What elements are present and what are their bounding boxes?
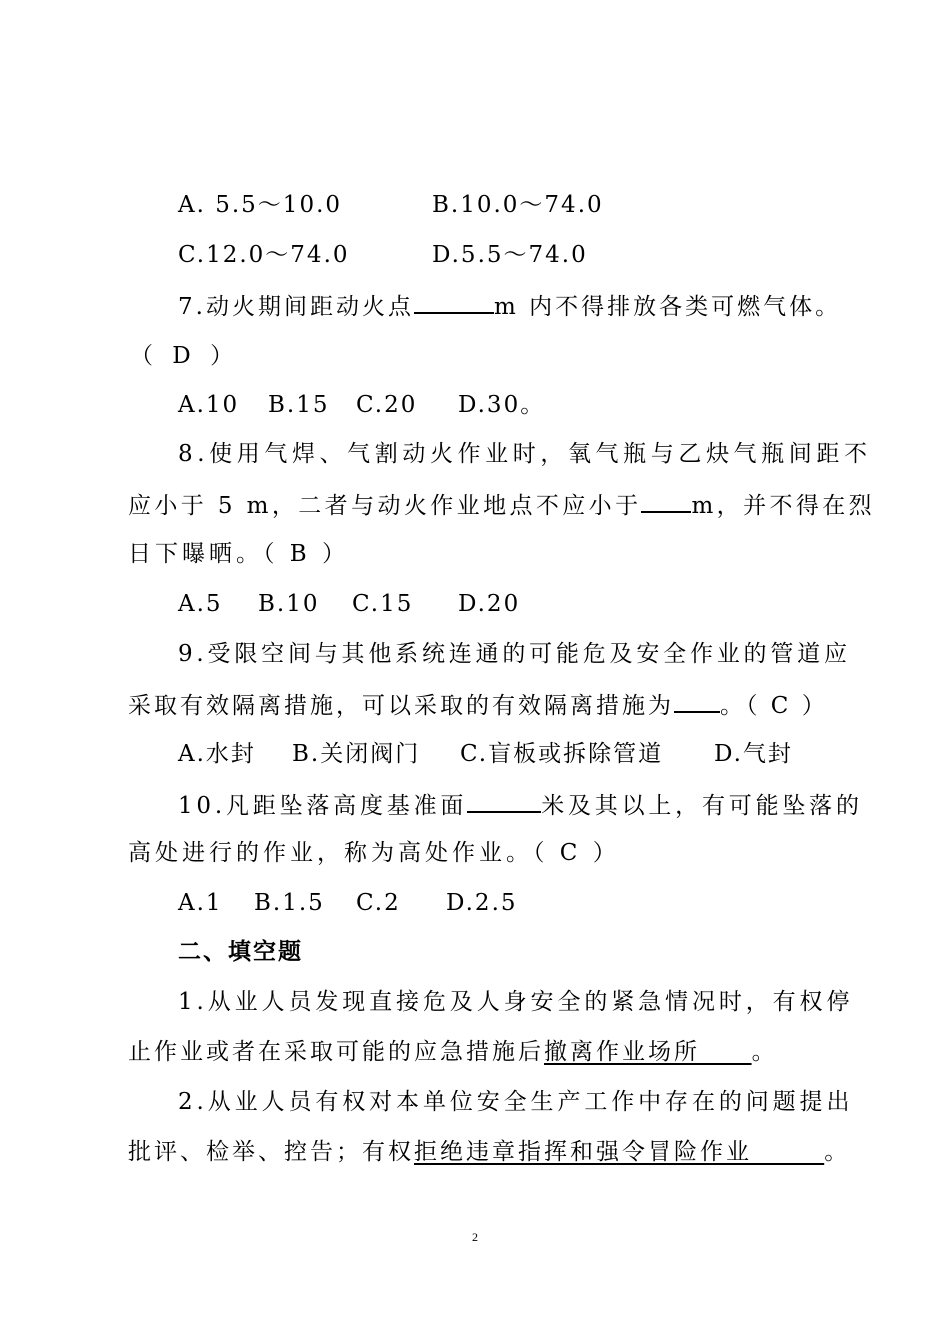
q7-answer: （ D ） (130, 343, 240, 369)
q10-option-c: C.2 (356, 890, 401, 916)
fill1-answer (544, 1039, 752, 1065)
q10-option-b: B.1.5 (254, 890, 325, 916)
fill2-text: 批评、检举、控告；有权 (128, 1139, 414, 1165)
q7-line-1 (178, 290, 950, 322)
q8-text-end: m，并不得在烈 (691, 493, 876, 519)
q8-text: 应小于 5 m，二者与动火作业地点不应小于 (128, 493, 642, 519)
fill1-text: 止作业或者在采取可能的应急措施后 (128, 1039, 544, 1065)
q9-option-d: D.气封 (714, 741, 793, 767)
fill2-line-1: 2.从业人员有权对本单位安全生产工作中存在的问题提出 (178, 1089, 854, 1115)
fill1-answer-text: 撤离作业场所 (544, 1039, 700, 1065)
q8-line-2 (128, 489, 950, 521)
fill1-line-1: 1.从业人员发现直接危及人身安全的紧急情况时，有权停 (178, 989, 854, 1015)
q8-line-3: 日下曝晒。（ B ） (128, 541, 350, 567)
fill2-text-end: 。 (824, 1139, 851, 1165)
q6-option-d: D.5.5～74.0 (432, 242, 588, 268)
q8-option-d: D.20 (458, 591, 521, 617)
q9-text-end: 。（ C ） (720, 693, 828, 719)
q7-text-end: m 内不得排放各类可燃气体。 (493, 294, 842, 320)
section-heading: 二、填空题 (178, 939, 303, 965)
fill2-answer-text: 拒绝违章指挥和强令冒险作业 (414, 1139, 752, 1165)
q10-blank (467, 789, 541, 813)
q9-blank (674, 689, 720, 713)
q9-line-1: 9.受限空间与其他系统连通的可能危及安全作业的管道应 (178, 641, 851, 667)
q10-line-2: 高处进行的作业，称为高处作业。（ C ） (128, 840, 620, 866)
q7-option-b: B.15 (268, 392, 330, 418)
q10-text: 10.凡距坠落高度基准面 (178, 793, 468, 819)
q10-text-end: 米及其以上，有可能坠落的 (541, 793, 863, 819)
q9-text: 采取有效隔离措施，可以采取的有效隔离措施为 (128, 693, 674, 719)
q9-line-2 (128, 689, 950, 721)
q9-option-a: A.水封 (178, 741, 256, 767)
q8-option-b: B.10 (258, 591, 320, 617)
fill2-answer (414, 1139, 824, 1165)
q10-line-1 (178, 789, 950, 821)
fill1-line-2 (128, 1037, 950, 1067)
q8-option-a: A.5 (178, 591, 223, 617)
q6-option-b: B.10.0～74.0 (432, 192, 604, 218)
q9-option-b: B.关闭阀门 (292, 741, 421, 767)
q7-option-a: A.10 (178, 392, 240, 418)
fill2-line-2 (128, 1137, 950, 1167)
q6-option-a: A. 5.5～10.0 (178, 192, 343, 218)
q8-blank (641, 489, 691, 513)
q10-option-a: A.1 (178, 890, 223, 916)
q8-line-1: 8.使用气焊、气割动火作业时，氧气瓶与乙炔气瓶间距不 (178, 441, 872, 467)
q7-option-d: D.30。 (458, 392, 546, 418)
page-number: 2 (472, 1230, 478, 1244)
q7-option-c: C.20 (356, 392, 418, 418)
fill1-text-end: 。 (751, 1039, 778, 1065)
q10-option-d: D.2.5 (446, 890, 518, 916)
q9-option-c: C.盲板或拆除管道 (460, 741, 664, 767)
q7-blank (414, 290, 494, 314)
q7-text: 7.动火期间距动火点 (178, 294, 414, 320)
q8-option-c: C.15 (352, 591, 414, 617)
q6-option-c: C.12.0～74.0 (178, 242, 350, 268)
